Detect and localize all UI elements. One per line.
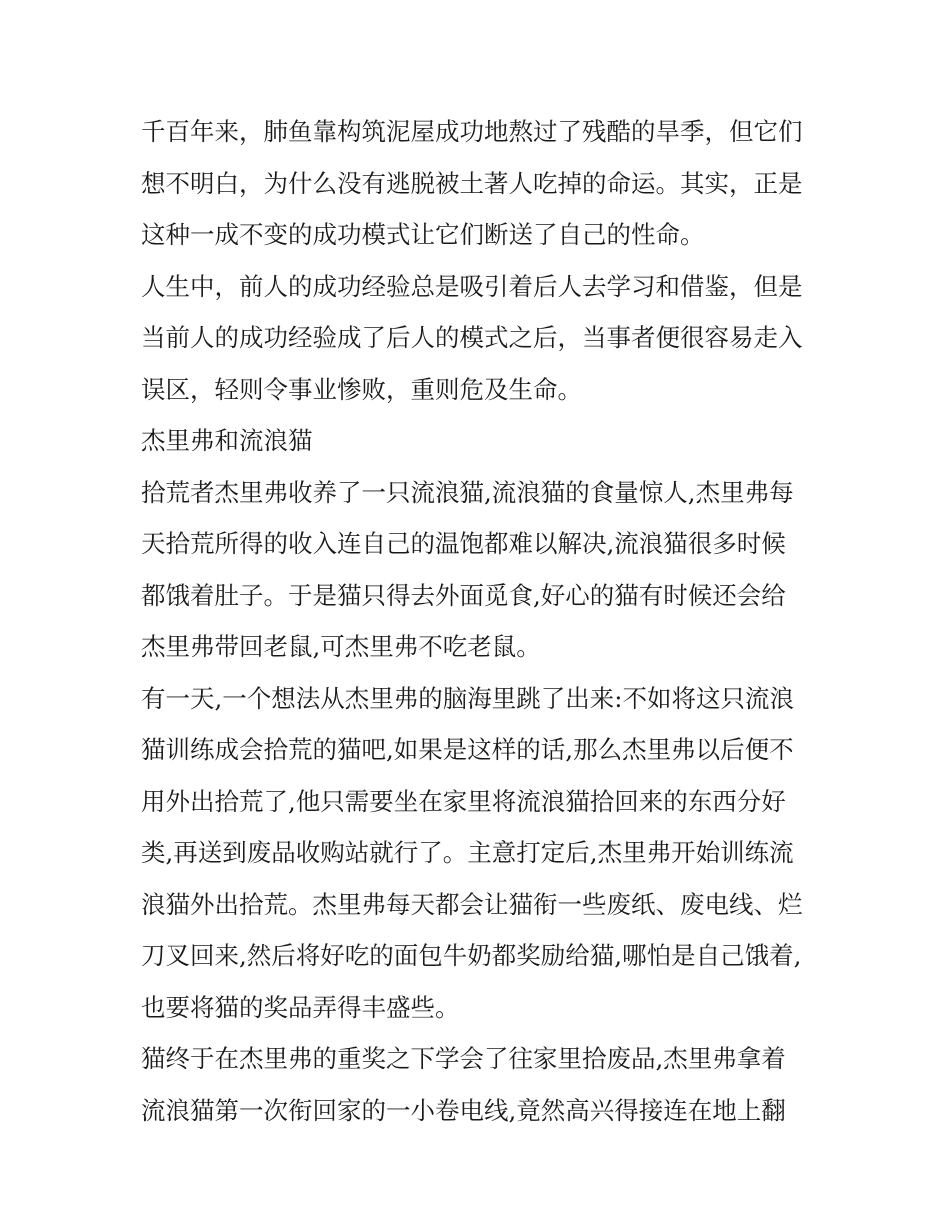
paragraph-life-lesson: [141, 261, 816, 416]
text-line: 有一天,一个想法从杰里弗的脑海里跳了出来:不如将这只流浪: [141, 683, 795, 713]
text-line: 想不明白，为什么没有逃脱被土著人吃掉的命运。其实，正是: [141, 168, 803, 198]
section-heading: [141, 415, 816, 467]
text-line: 类,再送到废品收购站就行了。主意打定后,杰里弗开始训练流: [141, 838, 794, 867]
paragraph-lungfish-conclusion: [141, 106, 816, 261]
text-line: 拾荒者杰里弗收养了一只流浪猫,流浪猫的食量惊人,杰里弗每: [141, 477, 794, 507]
text-line: 杰里弗带回老鼠,可杰里弗不吃老鼠。: [141, 632, 541, 661]
text-line: 千百年来，肺鱼靠构筑泥屋成功地熬过了残酷的旱季，但它们: [141, 117, 803, 146]
text-line: 猫训练成会拾荒的猫吧,如果是这样的话,那么杰里弗以后便不: [141, 735, 794, 764]
text-line: 都饿着肚子。于是猫只得去外面觅食,好心的猫有时候还会给: [141, 580, 786, 610]
text-line: 流浪猫第一次衔回家的一小卷电线,竟然高兴得接连在地上翻: [141, 1095, 786, 1125]
text-line: 用外出拾荒了,他只需要坐在家里将流浪猫拾回来的东西分好: [141, 786, 786, 816]
text-line: 人生中，前人的成功经验总是吸引着后人去学习和借鉴，但是: [141, 271, 803, 301]
text-line: 猫终于在杰里弗的重奖之下学会了往家里拾废品,杰里弗拿着: [141, 1044, 786, 1073]
text-line: 天拾荒所得的收入连自己的温饱都难以解决,流浪猫很多时候: [141, 529, 786, 558]
body-text: [141, 106, 816, 1136]
paragraph-cat-success: [141, 1033, 816, 1136]
paragraph-cat-training: [141, 673, 816, 1034]
text-line: 当前人的成功经验成了后人的模式之后，当事者便很容易走入: [141, 323, 803, 352]
text-line: 也要将猫的奖品弄得丰盛些。: [141, 992, 460, 1022]
text-line: 误区，轻则令事业惨败，重则危及生命。: [141, 374, 582, 404]
text-line: 这种一成不变的成功模式让它们断送了自己的性命。: [141, 220, 705, 249]
text-line: 浪猫外出拾荒。杰里弗每天都会让猫衔一些废纸、废电线、烂: [141, 889, 803, 919]
heading-line: 杰里弗和流浪猫: [141, 426, 313, 455]
text-line: 刀叉回来,然后将好吃的面包牛奶都奖励给猫,哪怕是自己饿着,: [141, 941, 802, 970]
paragraph-cat-adoption: [141, 467, 816, 673]
